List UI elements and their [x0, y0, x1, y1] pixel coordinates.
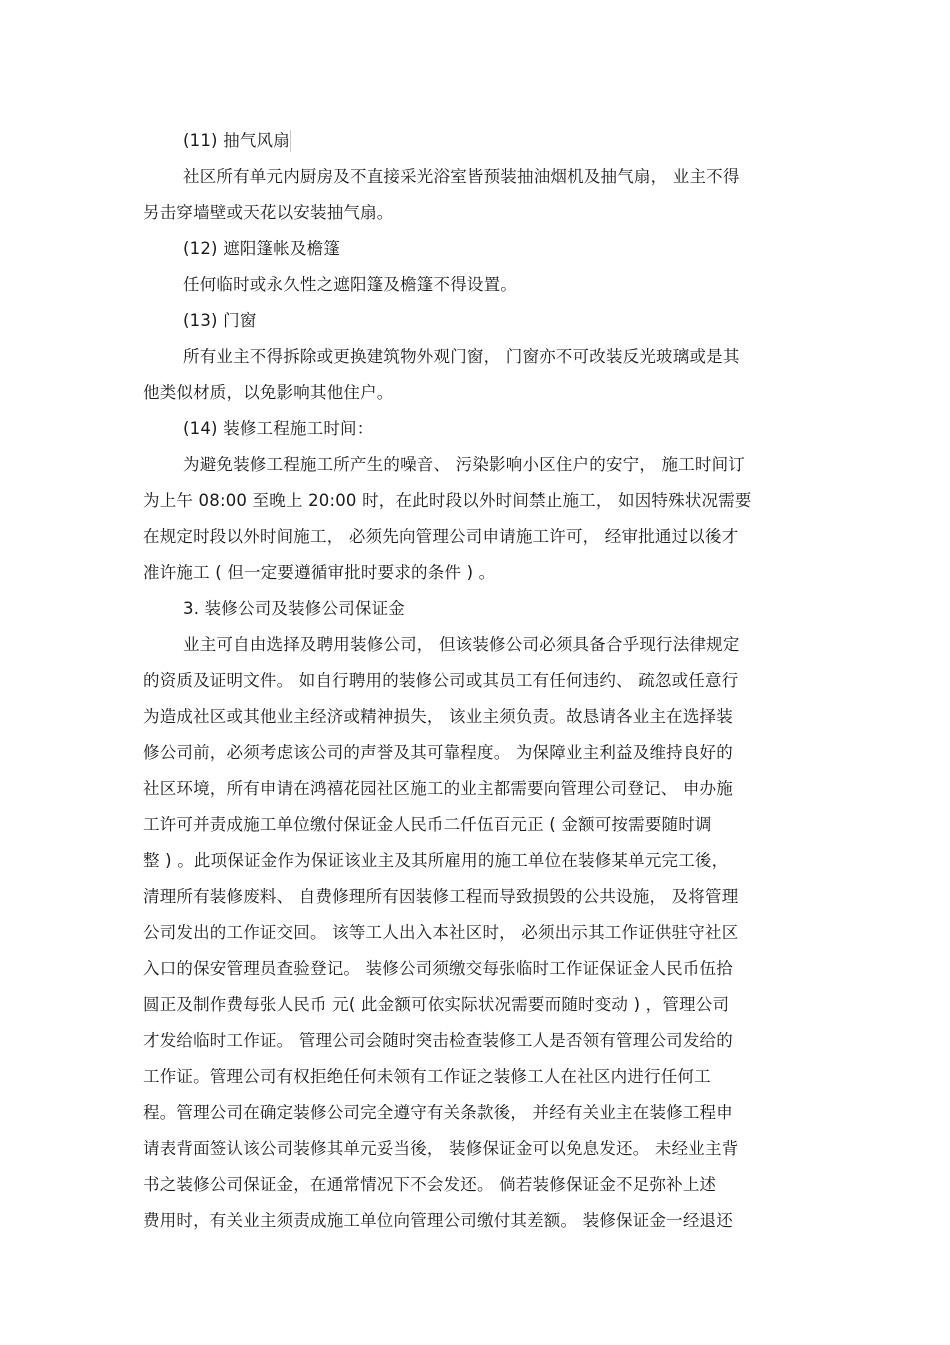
paragraph-line: [143, 706, 733, 730]
paragraph-line: [183, 166, 740, 190]
paragraph-line: [143, 202, 394, 226]
paragraph-line: [143, 562, 495, 586]
text-line: 清理所有装修废料、 自费修理所有因装修工程而导致损毁的公共设施， 及将管理: [143, 887, 739, 906]
text-line: (13) 门窗: [183, 311, 257, 330]
paragraph-line: [143, 1138, 738, 1162]
text-line: 3. 装修公司及装修公司保证金: [183, 599, 405, 618]
paragraph-line: [143, 670, 738, 694]
paragraph-line: [143, 1102, 733, 1126]
paragraph-line: [183, 346, 740, 370]
text-line: 入口的保安管理员查验登记。 装修公司须缴交每张临时工作证保证金人民币伍拾: [143, 959, 733, 978]
text-line: 圆正及制作费每张人民币 元( 此金额可依实际状况需要而随时变动 ) ，管理公司: [143, 995, 730, 1014]
text-line: 费用时，有关业主须责成施工单位向管理公司缴付其差额。 装修保证金一经退还: [143, 1211, 733, 1230]
paragraph-line: [143, 778, 733, 802]
text-line: 业主可自由选择及聘用装修公司， 但该装修公司必须具备合乎现行法律规定: [183, 635, 740, 654]
paragraph-line: [143, 490, 752, 514]
paragraph-line: [183, 454, 745, 478]
heading-13-doors-windows: [183, 310, 257, 334]
paragraph-line: [143, 994, 729, 1018]
paragraph-line: [143, 382, 394, 406]
text-line: 所有业主不得拆除或更换建筑物外观门窗， 门窗亦不可改装反光玻璃或是其: [183, 347, 740, 366]
paragraph-line: [143, 886, 738, 910]
paragraph-line: [143, 742, 733, 766]
text-line: 整 ) 。此项保证金作为保证该业主及其所雇用的施工单位在装修某单元完工後，: [143, 851, 729, 870]
heading-11-exhaust-fan: [183, 130, 290, 154]
paragraph-line: [143, 526, 738, 550]
heading-3-renovation-company-deposit: [183, 598, 405, 622]
paragraph-line: [143, 1174, 716, 1198]
text-line: 书之装修公司保证金，在通常情况下不会发还。 倘若装修保证金不足弥补上述: [143, 1175, 717, 1194]
text-line: 工许可并责成施工单位缴付保证金人民币二仟伍百元正 ( 金额可按需要随时调: [143, 815, 712, 834]
paragraph-line: [143, 814, 712, 838]
paragraph-line: [143, 1210, 733, 1234]
text-line: 为上午 08:00 至晚上 20:00 时，在此时段以外时间禁止施工， 如因特殊状况需要: [143, 491, 752, 510]
heading-14-construction-time: [183, 418, 373, 442]
text-line: 工作证。管理公司有权拒绝任何未领有工作证之装修工人在社区内进行任何工: [143, 1067, 711, 1086]
text-line: 请表背面签认该公司装修其单元妥当後， 装修保证金可以免息发还。 未经业主背: [143, 1139, 739, 1158]
text-line: 修公司前，必须考虑该公司的声誉及其可靠程度。 为保障业主利益及维持良好的: [143, 743, 733, 762]
text-line: 社区所有单元内厨房及不直接采光浴室皆预装抽油烟机及抽气扇， 业主不得: [183, 167, 740, 186]
text-line: 任何临时或永久性之遮阳篷及檐篷不得设置。: [183, 275, 517, 294]
text-line: 为避免装修工程施工所产生的噪音、 污染影响小区住户的安宁， 施工时间订: [183, 455, 745, 474]
paragraph-line: [143, 1066, 711, 1090]
text-line: 为造成社区或其他业主经济或精神损失， 该业主须负责。故恳请各业主在选择装: [143, 707, 733, 726]
paragraph-line: [183, 274, 517, 298]
text-line: 程。管理公司在确定装修公司完全遵守有关条款後， 并经有关业主在装修工程申: [143, 1103, 733, 1122]
text-line: (12) 遮阳篷帐及檐篷: [183, 239, 341, 258]
text-line: 社区环境，所有申请在鸿禧花园社区施工的业主都需要向管理公司登记、 申办施: [143, 779, 733, 798]
text-line: 另击穿墙壁或天花以安装抽气扇。: [143, 203, 394, 222]
text-line: (11) 抽气风扇: [183, 131, 290, 150]
text-line: (14) 装修工程施工时间：: [183, 419, 374, 438]
paragraph-line: [143, 958, 733, 982]
heading-12-awnings: [183, 238, 340, 262]
text-line: 才发给临时工作证。 管理公司会随时突击检查装修工人是否领有管理公司发给的: [143, 1031, 733, 1050]
paragraph-line: [143, 850, 728, 874]
paragraph-line: [183, 634, 740, 658]
paragraph-line: [143, 922, 738, 946]
paragraph-line: [143, 1030, 733, 1054]
text-line: 在规定时段以外时间施工， 必须先向管理公司申请施工许可， 经审批通过以後才: [143, 527, 739, 546]
text-line: 他类似材质，以免影响其他住户。: [143, 383, 394, 402]
text-line: 准许施工 ( 但一定要遵循审批时要求的条件 ) 。: [143, 563, 496, 582]
text-line: 的资质及证明文件。 如自行聘用的装修公司或其员工有任何违约、 疏忽或任意行: [143, 671, 739, 690]
text-line: 公司发出的工作证交回。 该等工人出入本社区时， 必须出示其工作证供驻守社区: [143, 923, 739, 942]
